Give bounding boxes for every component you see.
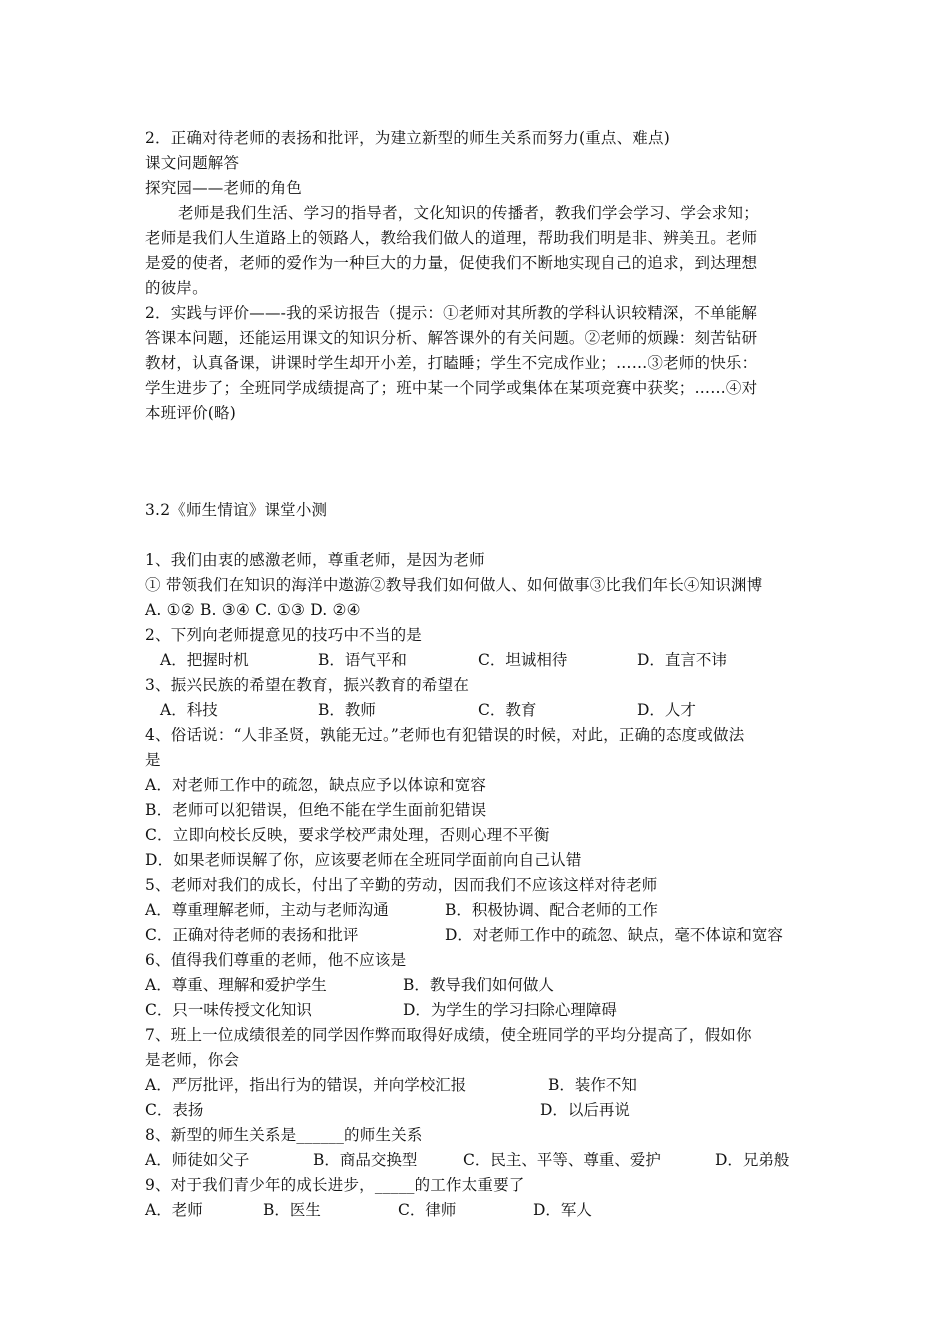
q3-option-c: C．教育 <box>478 701 537 719</box>
q4-option-a: A．对老师工作中的疏忽，缺点应予以体谅和宽容 <box>145 776 487 794</box>
q8-stem: 8、新型的师生关系是______的师生关系 <box>145 1126 423 1144</box>
q6-option-b: B．教导我们如何做人 <box>403 976 554 994</box>
q9-option-a: A．老师 <box>145 1201 203 1219</box>
para2-line: 本班评价(略) <box>145 404 236 422</box>
q6-option-c: C．只一味传授文化知识 <box>145 1001 312 1019</box>
heading-explore: 探究园——老师的角色 <box>145 179 303 197</box>
para2-line: 学生进步了；全班同学成绩提高了；班中某一个同学或集体在某项竞赛中获奖；……④对 <box>145 379 758 397</box>
q5-option-d: D．对老师工作中的疏忽、缺点，毫不体谅和宽容 <box>445 926 783 944</box>
q7-stem: 是老师，你会 <box>145 1051 240 1069</box>
para1-line: 老师是我们生活、学习的指导者，文化知识的传播者，教我们学会学习、学会求知； <box>178 204 759 222</box>
para1-line: 是爱的使者，老师的爱作为一种巨大的力量，促使我们不断地实现自己的追求，到达理想 <box>145 254 758 272</box>
q5-stem: 5、老师对我们的成长，付出了辛勤的劳动，因而我们不应该这样对待老师 <box>145 876 658 894</box>
q4-stem: 4、俗话说：“人非圣贤，孰能无过。”老师也有犯错误的时候，对此，正确的态度或做法 <box>145 726 745 744</box>
q2-option-c: C．坦诚相待 <box>478 651 568 669</box>
q1-options: A. ①② B. ③④ C. ①③ D. ②④ <box>145 601 361 619</box>
q7-option-b: B．装作不知 <box>548 1076 637 1094</box>
q7-stem: 7、班上一位成绩很差的同学因作弊而取得好成绩，使全班同学的平均分提高了，假如你 <box>145 1026 752 1044</box>
para1-line: 的彼岸。 <box>145 279 208 297</box>
q4-stem: 是 <box>145 751 161 769</box>
q9-stem: 9、对于我们青少年的成长进步，_____的工作太重要了 <box>145 1176 525 1194</box>
q4-option-d: D．如果老师误解了你，应该要老师在全班同学面前向自己认错 <box>145 851 582 869</box>
q3-stem: 3、振兴民族的希望在教育，振兴教育的希望在 <box>145 676 470 694</box>
objective-2: 2．正确对待老师的表扬和批评，为建立新型的师生关系而努力(重点、难点) <box>145 129 670 147</box>
para2-line: 教材，认真备课，讲课时学生却开小差，打瞌睡；学生不完成作业；……③老师的快乐： <box>145 354 758 372</box>
q9-option-d: D．军人 <box>533 1201 592 1219</box>
q4-option-c: C．立即向校长反映，要求学校严肃处理，否则心理不平衡 <box>145 826 550 844</box>
q1-items: ① 带领我们在知识的海洋中遨游②教导我们如何做人、如何做事③比我们年长④知识渊博 <box>145 576 763 594</box>
q2-option-d: D．直言不讳 <box>637 651 727 669</box>
q3-option-a: A．科技 <box>160 701 218 719</box>
q7-option-a: A．严厉批评，指出行为的错误，并向学校汇报 <box>145 1076 467 1094</box>
q4-option-b: B．老师可以犯错误，但绝不能在学生面前犯错误 <box>145 801 487 819</box>
q9-option-b: B．医生 <box>263 1201 321 1219</box>
para2-line: 答课本问题，还能运用课文的知识分析、解答课外的有关问题。②老师的烦躁：刻苦钻研 <box>145 329 758 347</box>
q3-option-d: D．人才 <box>637 701 696 719</box>
q8-option-a: A．师徒如父子 <box>145 1151 250 1169</box>
q2-option-a: A．把握时机 <box>160 651 249 669</box>
q5-option-c: C．正确对待老师的表扬和批评 <box>145 926 359 944</box>
q2-stem: 2、下列向老师提意见的技巧中不当的是 <box>145 626 422 644</box>
q8-option-c: C．民主、平等、尊重、爱护 <box>463 1151 661 1169</box>
q7-option-c: C．表扬 <box>145 1101 204 1119</box>
q3-option-b: B．教师 <box>318 701 376 719</box>
q5-option-a: A．尊重理解老师，主动与老师沟通 <box>145 901 389 919</box>
q7-option-d: D．以后再说 <box>540 1101 630 1119</box>
q8-option-d: D．兄弟般 <box>715 1151 790 1169</box>
heading-answers: 课文问题解答 <box>145 154 240 172</box>
q6-option-d: D．为学生的学习扫除心理障碍 <box>403 1001 617 1019</box>
q8-option-b: B．商品交换型 <box>313 1151 418 1169</box>
quiz-title: 3.2《师生情谊》课堂小测 <box>145 501 328 519</box>
q9-option-c: C．律师 <box>398 1201 457 1219</box>
q2-option-b: B．语气平和 <box>318 651 407 669</box>
q6-option-a: A．尊重、理解和爱护学生 <box>145 976 327 994</box>
para2-line: 2．实践与评价——-我的采访报告（提示：①老师对其所教的学科认识较精深，不单能解 <box>145 304 758 322</box>
q6-stem: 6、值得我们尊重的老师，他不应该是 <box>145 951 407 969</box>
para1-line: 老师是我们人生道路上的领路人，教给我们做人的道理，帮助我们明是非、辨美丑。老师 <box>145 229 758 247</box>
q5-option-b: B．积极协调、配合老师的工作 <box>445 901 658 919</box>
q1-stem: 1、我们由衷的感激老师，尊重老师，是因为老师 <box>145 551 485 569</box>
